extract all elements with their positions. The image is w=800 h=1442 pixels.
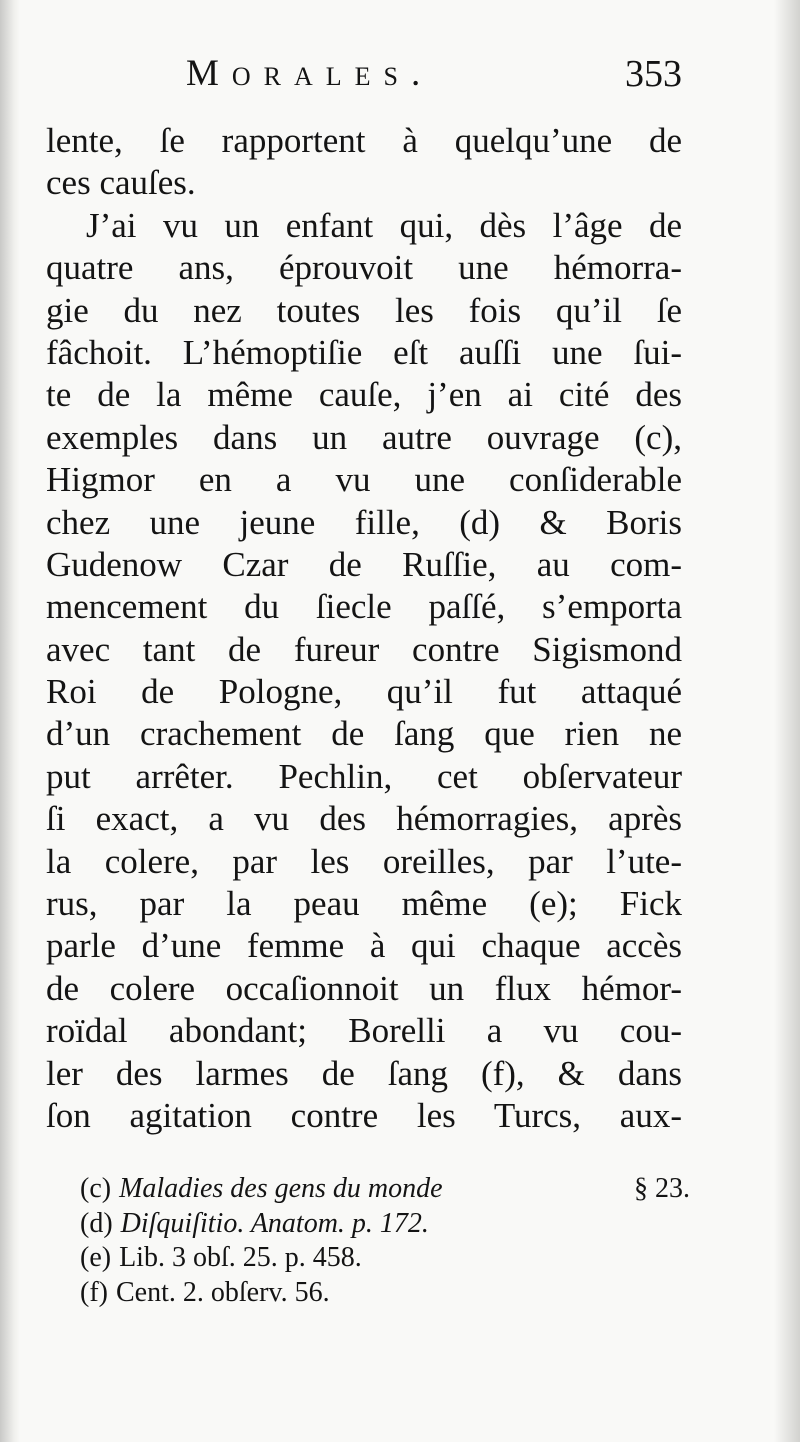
text-line: d’un crachement de ſang que rien ne [46,714,682,754]
text-line: ſon agitation contre les Turcs, aux- [46,1095,682,1135]
text-line: roïdal abondant; Borelli a vu cou- [46,1011,682,1051]
text-line: exemples dans un autre ouvrage (c), [46,417,682,457]
footnote-f [80,1276,690,1311]
footnote-c [80,1172,690,1207]
text-line: chez une jeune fille, (d) & Boris [46,502,682,542]
text-line: fâchoit. L’hémoptiſie eſt auſſi une ſui- [46,332,682,372]
footnote-mark: (d) [80,1207,113,1239]
text-line: la colere, par les oreilles, par l’ute- [46,841,682,881]
text-line: Roi de Pologne, qu’il fut attaqué [46,672,682,712]
text-line: Higmor en a vu une conſiderable [46,460,682,500]
text-line: gie du nez toutes les fois qu’il ſe [46,290,682,330]
body-text [46,120,682,1137]
text-line: avec tant de fureur contre Sigismond [46,629,682,669]
footnote-reference: § 23. [634,1173,690,1204]
footnote-text: Diſquiſitio. Anatom. p. 172. [120,1207,429,1239]
footnotes [80,1172,690,1310]
footnote-mark: (e) [80,1242,112,1273]
text-line: de colere occaſionnoit un flux hémor- [46,968,682,1008]
text-line: te de la même cauſe, j’en ai cité des [46,375,682,415]
text-line: quatre ans, éprouvoit une hémorra- [46,248,682,288]
footnote-text: Lib. 3 obſ. 25. p. 458. [119,1242,362,1273]
text-line: Gudenow Czar de Ruſſie, au com- [46,544,682,584]
text-line: mencement du ſiecle paſſé, s’emporta [46,587,682,627]
page-right-edge [774,0,800,1442]
text-line: ces cauſes. [46,163,196,203]
footnote-e [80,1241,690,1276]
text-line: lente, ſe rapportent à quelqu’une de [46,121,682,160]
footnote-d [80,1207,690,1242]
text-line: ler des larmes de ſang (f), & dans [46,1053,682,1093]
text-line: rus, par la peau même (e); Fick [46,884,682,924]
text-line: parle d’une femme à qui chaque accès [46,926,682,966]
page-left-edge [0,0,20,1442]
page-number: 353 [625,53,682,95]
text-line: put arrêter. Pechlin, cet obſervateur [46,756,682,796]
footnote-mark: (c) [80,1173,112,1204]
running-title: Morales. [186,53,434,94]
footnote-mark: (f) [80,1276,108,1308]
footnote-text: Maladies des gens du monde [119,1173,443,1204]
footnote-text: Cent. 2. obſerv. 56. [115,1276,330,1308]
text-line: ſi exact, a vu des hémorragies, après [46,799,682,839]
text-line: J’ai vu un enfant qui, dès l’âge de [86,205,682,245]
page-header [46,44,682,104]
